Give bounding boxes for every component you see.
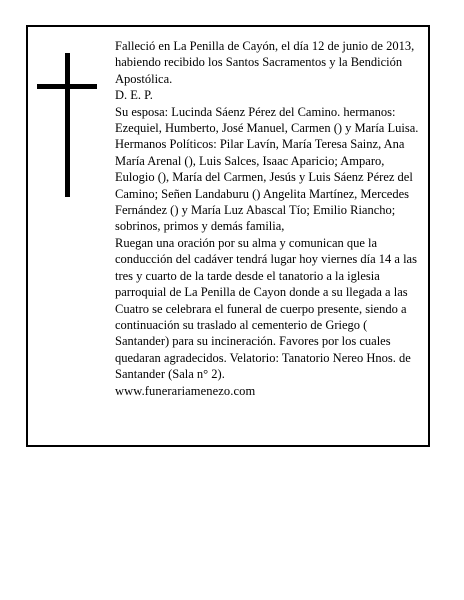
latin-cross-icon (37, 53, 97, 197)
obituary-text-block (115, 38, 424, 399)
cross-horizontal-bar (37, 84, 97, 89)
rest-in-peace-line: D. E. P. (115, 88, 153, 103)
death-announcement: Falleció en La Penilla de Cayón, el día 12 de junio de 2013, habiendo recibido los Santos Sacramentos y la Bendición Apostólica. (115, 39, 415, 86)
cross-vertical-bar (65, 53, 70, 197)
funeral-details: Ruegan una oración por su alma y comunican que la conducción del cadáver tendrá lugar hoy viernes día 14 a las tres y cuarto de la tarde desde el tanatorio a la iglesia parroquial de La Penilla de Cayon donde a su llegada a las Cuatro se celebrara el funeral de cuerpo presente, siendo a continuación su traslado al cementerio de Griego ( Santander) para su incineración. Favores por los cuales quedaran agradecidos. Velatorio: Tanatorio Nereo Hnos. de Santander (Sala n° 2). (115, 235, 417, 382)
funeral-home-website: www.funerariamenezo.com (115, 383, 256, 398)
family-members: Su esposa: Lucinda Sáenz Pérez del Camino. hermanos: Ezequiel, Humberto, José Manuel, Carmen () y María Luisa. Hermanos Políticos: Pilar Lavín, María Teresa Sainz, Ana María Arenal (), Luis Salces, Isaac Aparicio; Amparo, Eulogio (), María del Carmen, Jesús y Luis Sáenz Pérez del Camino; Señen Landaburu () Angelita Martínez, Mercedes Fernández () y María Luz Abascal Tío; Emilio Riancho; sobrinos, primos y demás familia, (115, 104, 419, 234)
